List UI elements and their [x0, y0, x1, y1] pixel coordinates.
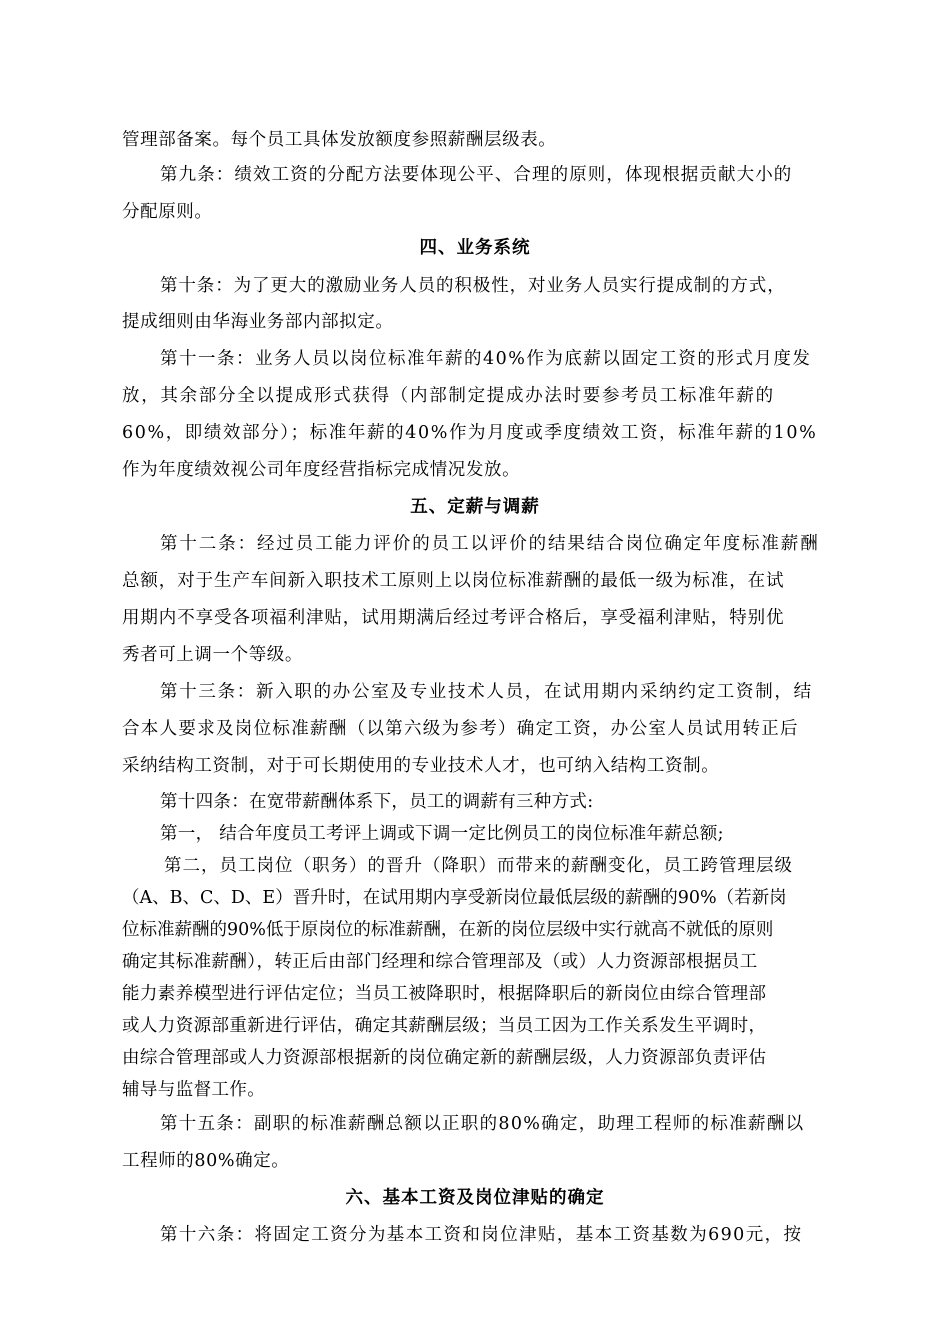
text-line: 总额，对于生产车间新入职技术工原则上以岗位标准薪酬的最低一级为标准，在试 — [122, 571, 785, 591]
text-line: 第十二条：经过员工能力评价的员工以评价的结果结合岗位确定年度标准薪酬 — [160, 534, 820, 554]
text-line: 第十一条：业务人员以岗位标准年薪的40%作为底薪以固定工资的形式月度发 — [160, 349, 812, 369]
text-line: 秀者可上调一个等级。 — [122, 645, 303, 665]
text-line: 第十四条：在宽带薪酬体系下，员工的调薪有三种方式: — [160, 792, 594, 812]
text-line: 第十三条：新入职的办公室及专业技术人员，在试用期内采纳约定工资制，结 — [160, 682, 813, 702]
text-line: 第十五条：副职的标准薪酬总额以正职的80%确定，助理工程师的标准薪酬以 — [160, 1114, 805, 1134]
text-line: 用期内不享受各项福利津贴，试用期满后经过考评合格后，享受福利津贴，特别优 — [122, 608, 785, 628]
text-line: 位标准薪酬的90%低于原岗位的标准薪酬，在新的岗位层级中实行就高不就低的原则 — [122, 920, 774, 940]
text-line: 合本人要求及岗位标准薪酬（以第六级为参考）确定工资，办公室人员试用转正后 — [122, 719, 799, 739]
text-line: 第十六条：将固定工资分为基本工资和岗位津贴，基本工资基数为690元，按 — [160, 1225, 803, 1245]
text-line: 60%，即绩效部分）；标准年薪的40%作为月度或季度绩效工资，标准年薪的10% — [122, 423, 818, 443]
text-line: 提成细则由华海业务部内部拟定。 — [122, 312, 394, 332]
text-line: 能力素养模型进行评估定位；当员工被降职时，根据降职后的新岗位由综合管理部 — [122, 984, 767, 1004]
text-line: 由综合管理部或人力资源部根据新的岗位确定新的薪酬层级，人力资源部负责评估 — [122, 1048, 767, 1068]
text-line: 管理部备案。每个员工具体发放额度参照薪酬层级表。 — [122, 130, 557, 150]
text-line: （A、B、C、D、E）晋升时，在试用期内享受新岗位最低层级的薪酬的90%（若新岗 — [122, 888, 787, 908]
text-line: 第二，员工岗位（职务）的晋升（降职）而带来的薪酬变化，员工跨管理层级 — [164, 856, 793, 876]
section-heading: 五、定薪与调薪 — [410, 497, 540, 517]
section-heading: 六、基本工资及岗位津贴的确定 — [345, 1188, 605, 1208]
text-line: 或人力资源部重新进行评估，确定其薪酬层级；当员工因为工作关系发生平调时， — [122, 1016, 767, 1036]
text-line: 放，其余部分全以提成形式获得（内部制定提成办法时要参考员工标准年薪的 — [122, 386, 775, 406]
text-line: 第十条：为了更大的激励业务人员的积极性，对业务人员实行提成制的方式， — [160, 276, 786, 296]
text-line: 工程师的80%确定。 — [122, 1151, 290, 1171]
text-line: 第九条：绩效工资的分配方法要体现公平、合理的原则，体现根据贡献大小的 — [160, 165, 793, 185]
section-heading: 四、业务系统 — [419, 238, 531, 258]
text-line: 分配原则。 — [122, 202, 213, 222]
text-line: 确定其标准薪酬），转正后由部门经理和综合管理部及（或）人力资源部根据员工 — [122, 952, 758, 972]
text-line: 辅导与监督工作。 — [122, 1080, 266, 1100]
text-line: 第一， 结合年度员工考评上调或下调一定比例员工的岗位标准年薪总额; — [160, 824, 724, 844]
text-line: 采纳结构工资制，对于可长期使用的专业技术人才，也可纳入结构工资制。 — [122, 756, 720, 776]
text-line: 作为年度绩效视公司年度经营指标完成情况发放。 — [122, 460, 521, 480]
